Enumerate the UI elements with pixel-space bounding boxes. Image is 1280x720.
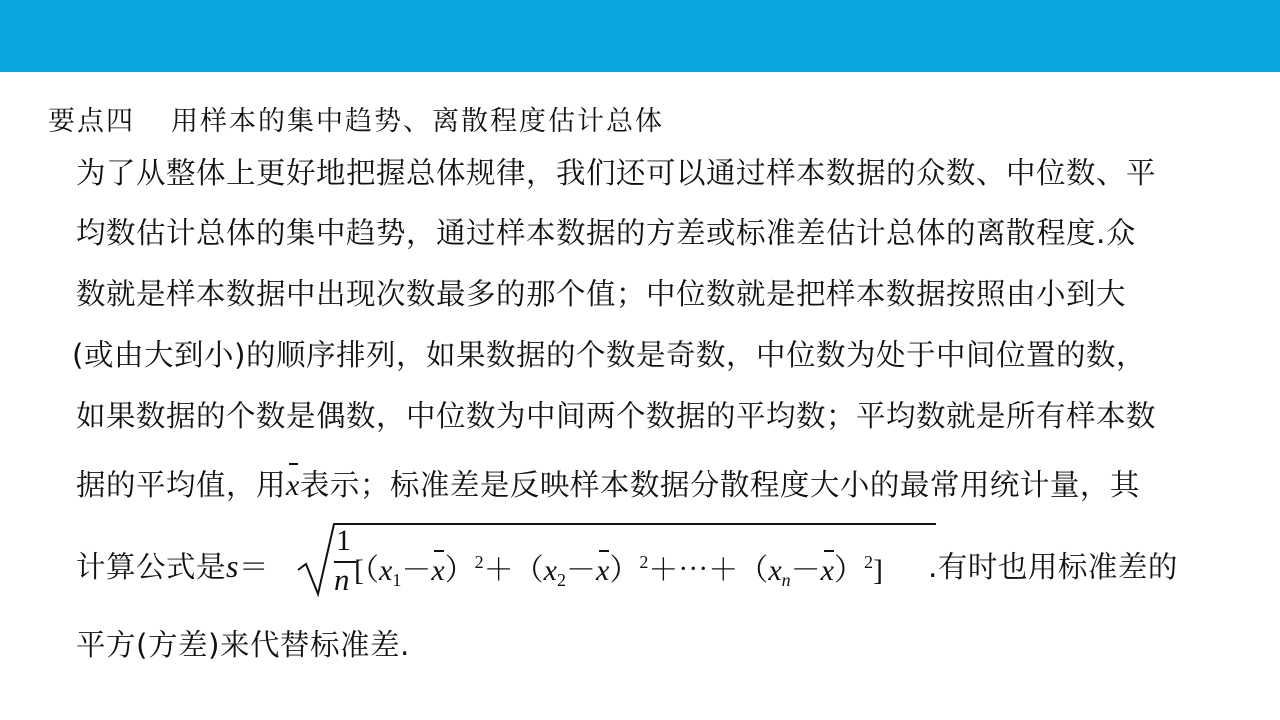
line7-text: 计算公式是 (76, 550, 227, 584)
top-banner (0, 0, 1280, 72)
paragraph-line-4: (或由大到小)的顺序排列，如果数据的个数是奇数，中位数为处于中间位置的数， (72, 338, 1147, 372)
paragraph-line-7-start (76, 544, 269, 586)
fraction-denominator: n (334, 562, 350, 597)
paragraph-line-8: 平方(方差)来代替标准差. (76, 628, 410, 662)
section-heading (48, 99, 664, 138)
x-bar-symbol: x (286, 469, 300, 502)
paragraph-line-5: 如果数据的个数是偶数，中位数为中间两个数据的平均数；平均数就是所有样本数 (76, 399, 1157, 433)
s-symbol: s (226, 548, 239, 584)
paragraph-line-1: 为了从整体上更好地把握总体规律，我们还可以通过样本数据的众数、中位数、平 (76, 156, 1157, 190)
heading-label: 要点四 (48, 106, 135, 137)
fraction-numerator: 1 (336, 524, 351, 557)
line6-end: 表示；标准差是反映样本数据分散程度大小的最常用统计量，其 (299, 468, 1140, 502)
heading-title: 用样本的集中趋势、离散程度估计总体 (171, 106, 664, 137)
line6-start: 据的平均值，用 (76, 468, 287, 502)
variance-formula: $[(x_1-x)^2+(x_2-x)^2+\cdots+(x_n-x)^2]$ (354, 552, 883, 590)
paragraph-line-3: 数就是样本数据中出现次数最多的那个值；中位数就是把样本数据按照由小到大 (76, 277, 1127, 311)
paragraph-line-6 (76, 462, 1140, 504)
equals-sign: ＝ (238, 550, 269, 584)
paragraph-line-2: 均数估计总体的集中趋势，通过样本数据的方差或标准差估计总体的离散程度.众 (76, 216, 1136, 250)
paragraph-line-7-end: .有时也用标准差的 (928, 550, 1178, 584)
